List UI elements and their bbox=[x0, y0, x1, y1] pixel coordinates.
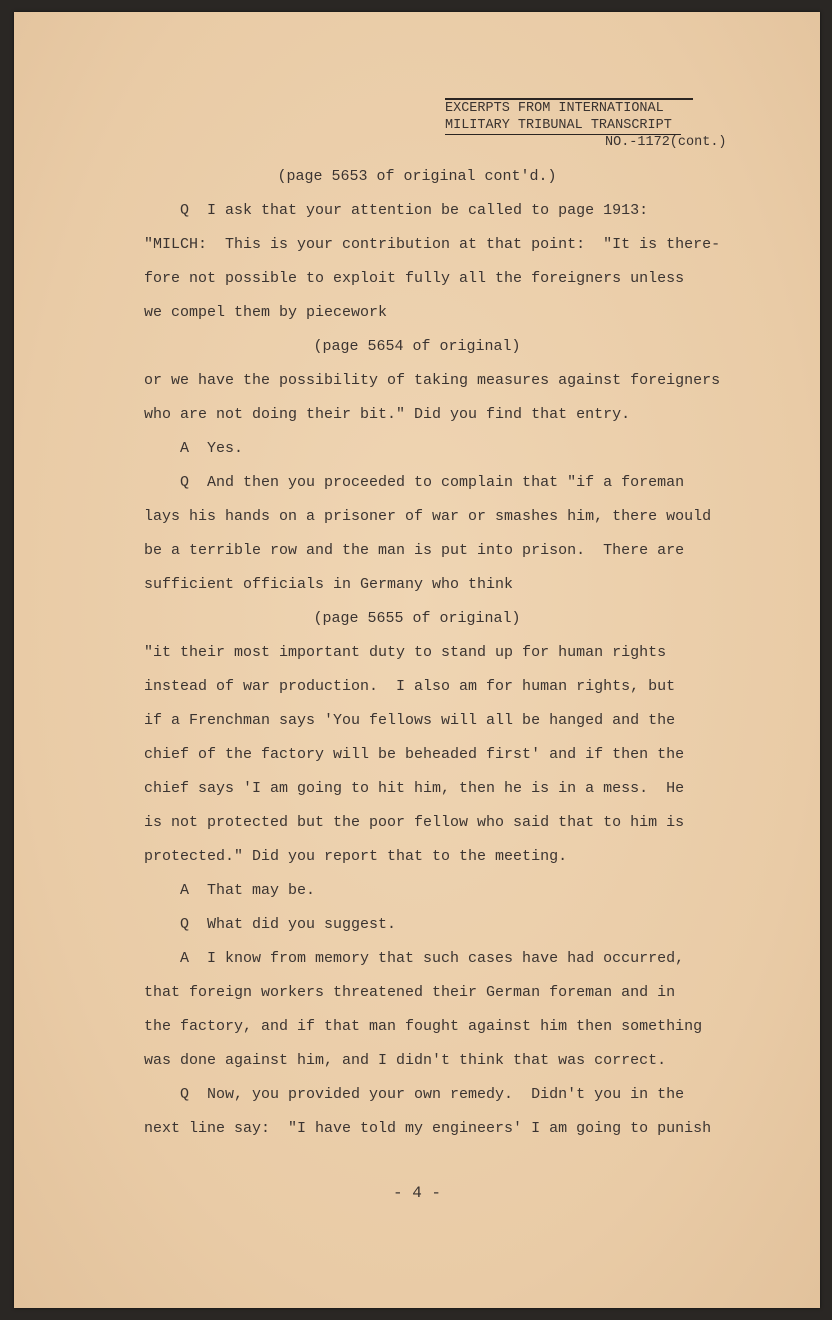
text-line: instead of war production. I also am for human rights, but bbox=[144, 678, 676, 695]
document-page bbox=[14, 12, 820, 1308]
text-line: Q Now, you provided your own remedy. Didn't you in the bbox=[144, 1086, 685, 1103]
text-line: be a terrible row and the man is put into prison. There are bbox=[144, 542, 685, 559]
text-line: chief of the factory will be beheaded first' and if then the bbox=[144, 746, 685, 763]
text-line: "it their most important duty to stand up for human rights bbox=[144, 644, 667, 661]
text-line: fore not possible to exploit fully all the foreigners unless bbox=[144, 270, 685, 287]
text-line: if a Frenchman says 'You fellows will all be hanged and the bbox=[144, 712, 676, 729]
text-line: next line say: "I have told my engineers' I am going to punish bbox=[144, 1120, 712, 1137]
text-line: Q I ask that your attention be called to page 1913: bbox=[144, 202, 649, 219]
text-line: the factory, and if that man fought against him then something bbox=[144, 1018, 703, 1035]
page-reference: (page 5654 of original) bbox=[313, 338, 521, 355]
header-line-2: MILITARY TRIBUNAL TRANSCRIPT bbox=[445, 118, 672, 133]
text-line: chief says 'I am going to hit him, then he is in a mess. He bbox=[144, 780, 685, 797]
text-line: Q What did you suggest. bbox=[144, 916, 397, 933]
text-line: Q And then you proceeded to complain that "if a foreman bbox=[144, 474, 685, 491]
text-line: lays his hands on a prisoner of war or smashes him, there would bbox=[144, 508, 712, 525]
text-line: who are not doing their bit." Did you find that entry. bbox=[144, 406, 631, 423]
text-line: A That may be. bbox=[144, 882, 316, 899]
text-line: A I know from memory that such cases have had occurred, bbox=[144, 950, 685, 967]
text-line: protected." Did you report that to the meeting. bbox=[144, 848, 568, 865]
page-reference: (page 5655 of original) bbox=[313, 610, 521, 627]
page-reference: (page 5653 of original cont'd.) bbox=[277, 168, 557, 185]
header-document-number: NO.-1172(cont.) bbox=[605, 135, 727, 150]
text-line: we compel them by piecework bbox=[144, 304, 388, 321]
text-line: was done against him, and I didn't think that was correct. bbox=[144, 1052, 667, 1069]
text-line: A Yes. bbox=[144, 440, 244, 457]
text-line: is not protected but the poor fellow who said that to him is bbox=[144, 814, 685, 831]
text-line: or we have the possibility of taking measures against foreigners bbox=[144, 372, 721, 389]
page-number: - 4 - bbox=[392, 1184, 441, 1202]
text-line: that foreign workers threatened their German foreman and in bbox=[144, 984, 676, 1001]
text-line: "MILCH: This is your contribution at that point: "It is there- bbox=[144, 236, 721, 253]
header-line-1: EXCERPTS FROM INTERNATIONAL bbox=[445, 101, 664, 116]
text-line: sufficient officials in Germany who think bbox=[144, 576, 514, 593]
